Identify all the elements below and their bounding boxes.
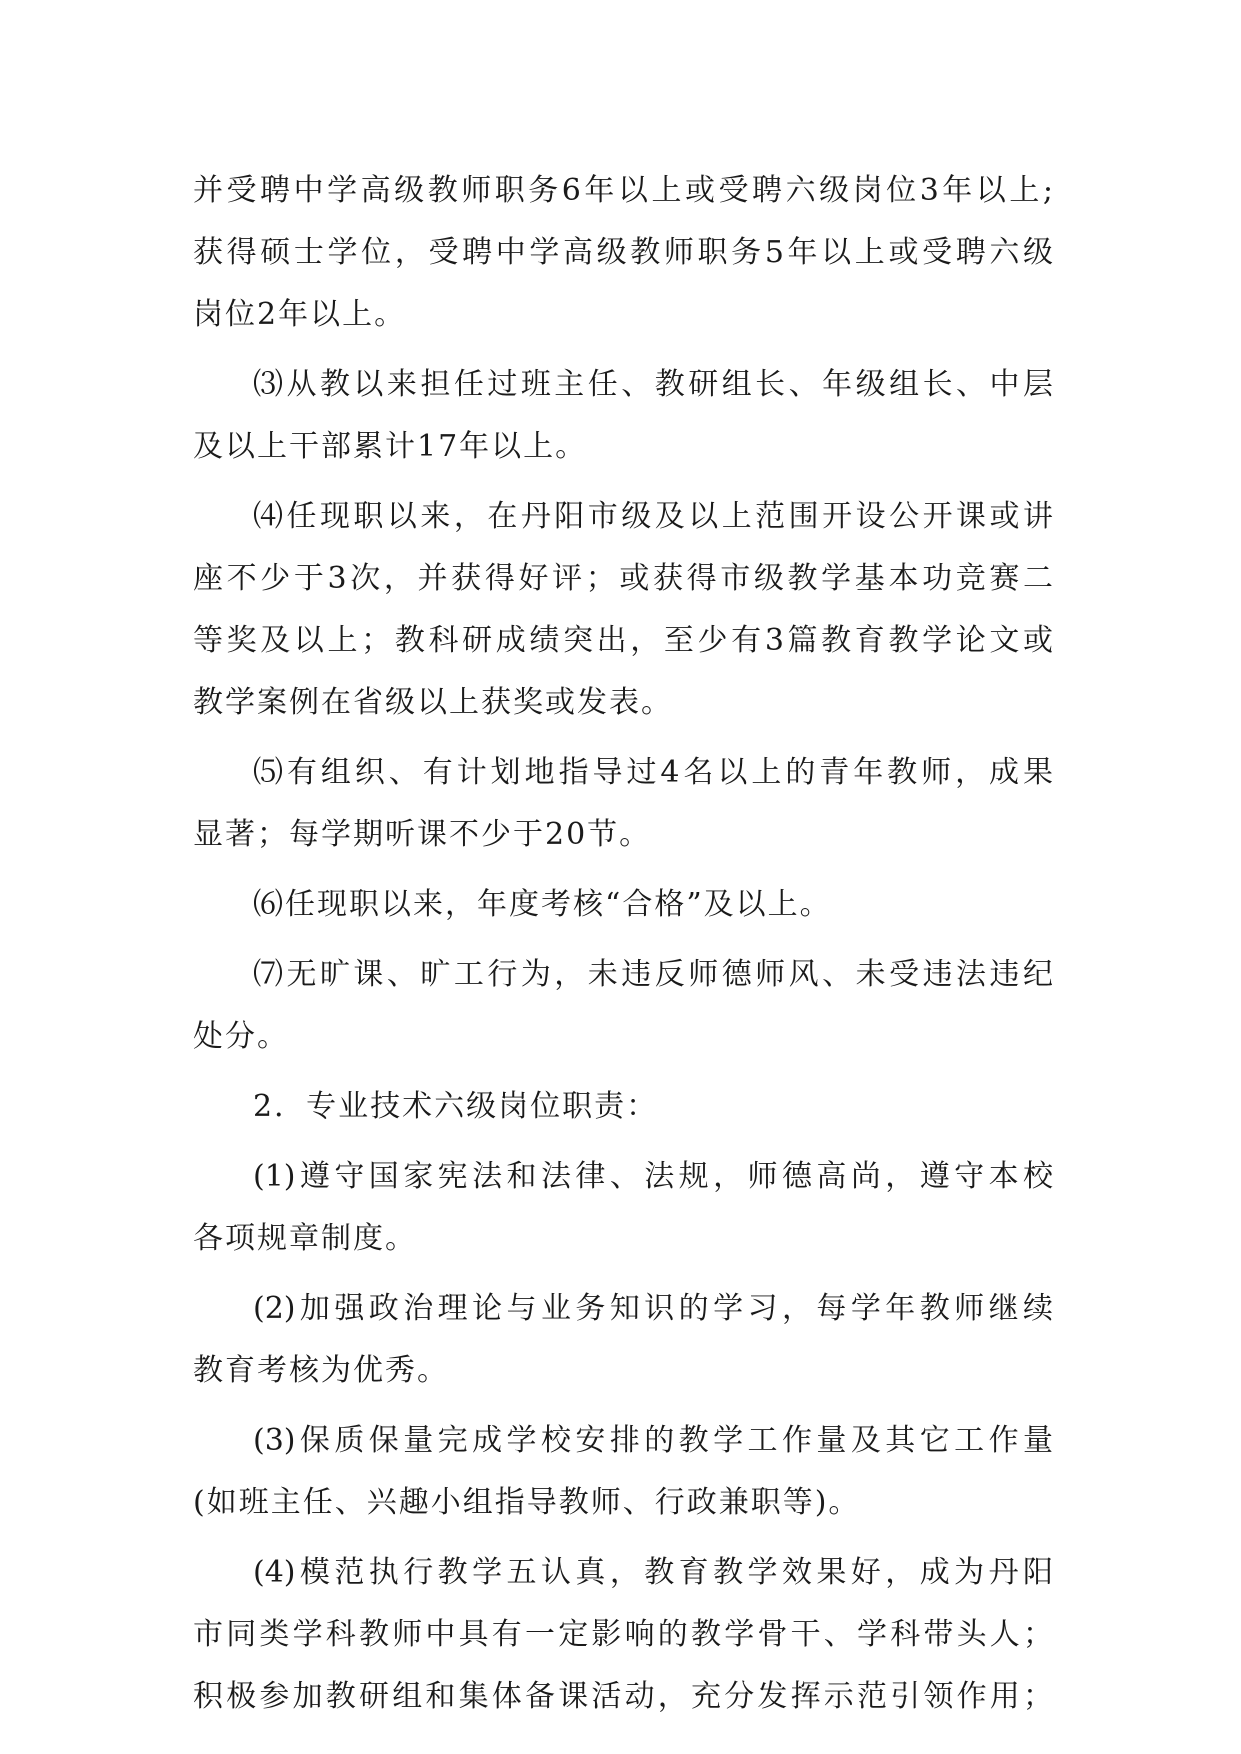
text-line: 教育考核为优秀。 — [193, 1353, 449, 1388]
text-line: 获得硕士学位，受聘中学高级教师职务5年以上或受聘六级 — [193, 235, 1053, 270]
text-line: ⑷任现职以来，在丹阳市级及以上范围开设公开课或讲 — [253, 499, 1053, 534]
paragraph — [193, 1278, 1053, 1402]
section-heading — [193, 1076, 1053, 1138]
text-line: 处分。 — [193, 1019, 289, 1054]
paragraph — [193, 874, 1053, 936]
text-line: 及以上干部累计17年以上。 — [193, 429, 588, 464]
text-line: 岗位2年以上。 — [193, 297, 407, 332]
document-body — [193, 160, 1053, 1728]
text-line: (2)加强政治理论与业务知识的学习，每学年教师继续 — [253, 1291, 1053, 1326]
text-line: 各项规章制度。 — [193, 1221, 417, 1256]
text-line: 教学案例在省级以上获奖或发表。 — [193, 685, 673, 720]
text-line: ⑺无旷课、旷工行为，未违反师德师风、未受违法违纪 — [253, 957, 1053, 992]
paragraph — [193, 1410, 1053, 1534]
paragraph — [193, 742, 1053, 866]
paragraph — [193, 1146, 1053, 1270]
text-line: (1)遵守国家宪法和法律、法规，师德高尚，遵守本校 — [253, 1159, 1053, 1194]
paragraph — [193, 944, 1053, 1068]
text-line: ⑹任现职以来，年度考核“合格”及以上。 — [253, 887, 832, 922]
text-line: 等奖及以上；教科研成绩突出，至少有3篇教育教学论文或 — [193, 623, 1053, 658]
paragraph — [193, 1542, 1053, 1728]
text-line: 积极参加教研组和集体备课活动，充分发挥示范引领作用； — [193, 1679, 1053, 1714]
text-line: 2．专业技术六级岗位职责： — [253, 1089, 659, 1124]
text-line: 座不少于3次，并获得好评；或获得市级教学基本功竞赛二 — [193, 561, 1053, 596]
text-line: (4)模范执行教学五认真，教育教学效果好，成为丹阳 — [253, 1555, 1053, 1590]
text-line: ⑸有组织、有计划地指导过4名以上的青年教师，成果 — [253, 755, 1053, 790]
paragraph — [193, 354, 1053, 478]
text-line: (3)保质保量完成学校安排的教学工作量及其它工作量 — [253, 1423, 1053, 1458]
text-line: (如班主任、兴趣小组指导教师、行政兼职等)。 — [193, 1485, 861, 1520]
paragraph — [193, 486, 1053, 734]
paragraph — [193, 160, 1053, 346]
text-line: 并受聘中学高级教师职务6年以上或受聘六级岗位3年以上; — [193, 173, 1053, 208]
text-line: ⑶从教以来担任过班主任、教研组长、年级组长、中层 — [253, 367, 1053, 402]
text-line: 显著；每学期听课不少于20节。 — [193, 817, 652, 852]
text-line: 市同类学科教师中具有一定影响的教学骨干、学科带头人； — [193, 1617, 1053, 1652]
